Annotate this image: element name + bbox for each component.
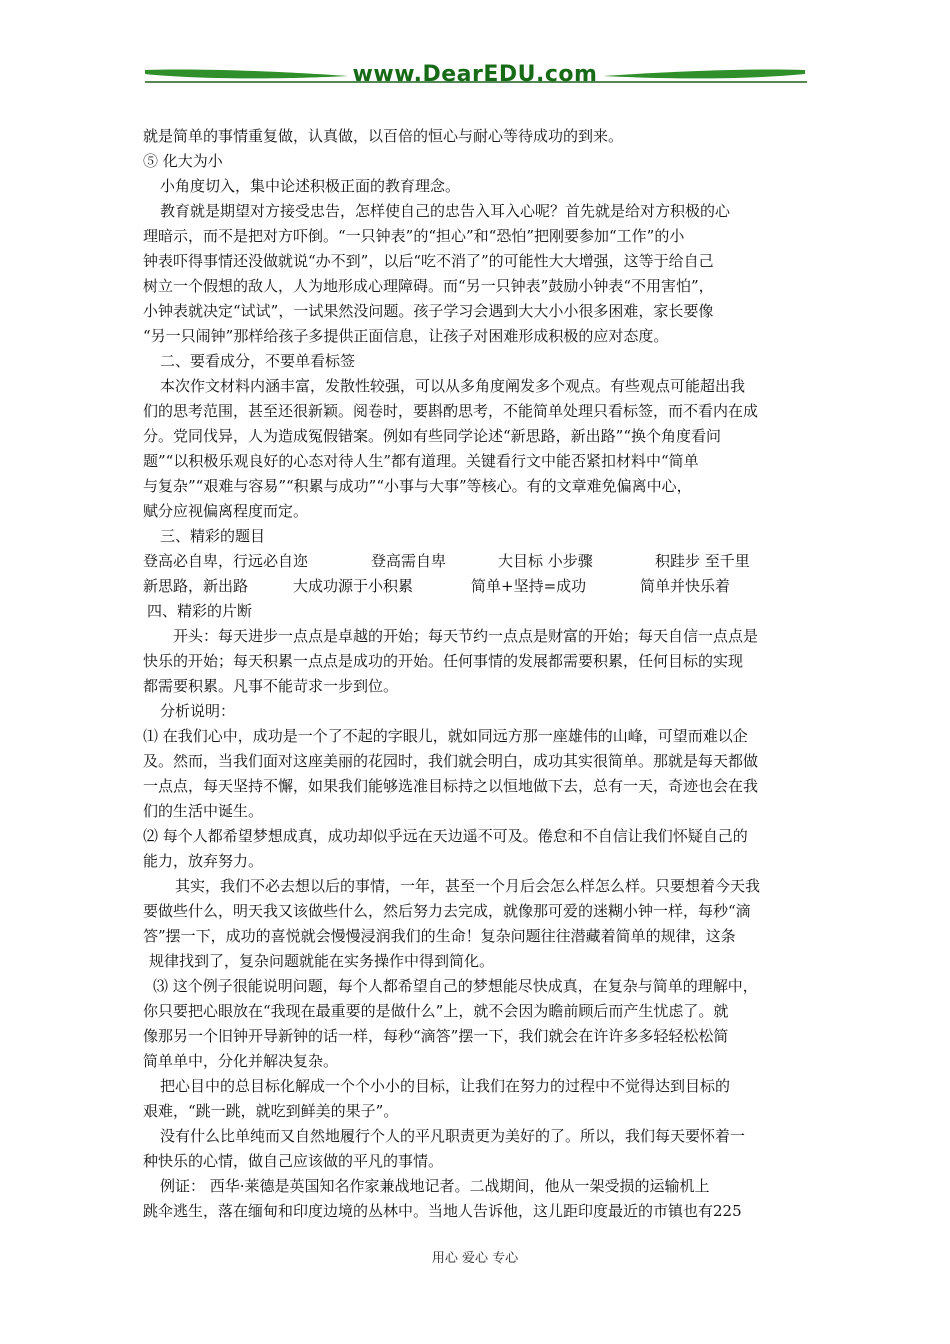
section-heading: ⑤ 化大为小 — [143, 152, 223, 170]
title-item: 新思路，新出路 — [143, 577, 249, 595]
text-line: 规律找到了，复杂问题就能在实务操作中得到简化。 — [149, 952, 495, 970]
text-line: ⑶ 这个例子很能说明问题，每个人都希望自己的梦想能尽快成真，在复杂与简单的理解中， — [153, 977, 758, 995]
section-heading: 三、精彩的题目 — [160, 527, 266, 545]
page-footer: 用心 爱心 专心 — [431, 1251, 519, 1266]
title-item: 登高需自卑 — [371, 552, 447, 570]
title-item: 大目标 小步骤 — [498, 552, 593, 570]
section-heading: 二、要看成分，不要单看标签 — [160, 352, 356, 370]
text-line: 与复杂”“艰难与容易”“积累与成功”“小事与大事”等核心。有的文章难免偏离中心， — [143, 477, 692, 495]
text-line: 例证： 西华·莱德是英国知名作家兼战地记者。二战期间，他从一架受损的运输机上 — [160, 1177, 710, 1195]
text-line: ⑵ 每个人都希望梦想成真，成功却似乎远在天边遥不可及。倦怠和不自信让我们怀疑自己的 — [143, 827, 748, 845]
text-line: 开头：每天进步一点点是卓越的开始；每天节约一点点是财富的开始；每天自信一点点是 — [173, 627, 759, 645]
text-line: 及。然而，当我们面对这座美丽的花园时，我们就会明白，成功其实很简单。那就是每天都做 — [143, 752, 759, 770]
text-line: “另一只闹钟”那样给孩子多提供正面信息，让孩子对困难形成积极的应对态度。 — [143, 327, 669, 345]
text-line: 像那另一个旧钟开导新钟的话一样，每秒“滴答”摆一下，我们就会在许许多多轻轻松松简 — [143, 1027, 729, 1045]
section-heading: 四、精彩的片断 — [147, 602, 253, 620]
title-item: 简单+坚持=成功 — [471, 577, 587, 595]
title-item: 登高必自卑，行远必自迩 — [143, 552, 309, 570]
text-line: 小钟表就决定“试试”，一试果然没问题。孩子学习会遇到大大小小很多困难，家长要像 — [143, 302, 714, 320]
text-line: 教育就是期望对方接受忠告，怎样使自己的忠告入耳入心呢？首先就是给对方积极的心 — [160, 202, 731, 220]
text-line: 理暗示，而不是把对方吓倒。“一只钟表”的“担心”和“恐怕”把刚要参加“工作”的小 — [143, 227, 685, 245]
text-line: 本次作文材料内涵丰富，发散性较强，可以从多角度阐发多个观点。有些观点可能超出我 — [160, 377, 746, 395]
text-line: 你只要把心眼放在“我现在最重要的是做什么”上，就不会因为瞻前顾后而产生忧虑了。就 — [143, 1002, 729, 1020]
text-line: 跳伞逃生，落在缅甸和印度边境的丛林中。当地人告诉他，这儿距印度最近的市镇也有225 — [143, 1202, 742, 1220]
text-line: 一点点，每天坚持不懈，如果我们能够选准目标持之以恒地做下去，总有一天，奇迹也会在我 — [143, 777, 759, 795]
site-brand: www.DearEDU.com — [352, 62, 598, 87]
text-line: 快乐的开始；每天积累一点点是成功的开始。任何事情的发展都需要积累，任何目标的实现 — [143, 652, 744, 670]
text-line: 题”“以积极乐观良好的心态对待人生”都有道理。关键看行文中能否紧扣材料中“简单 — [143, 452, 699, 470]
text-line: 小角度切入，集中论述积极正面的教育理念。 — [160, 177, 461, 195]
text-line: 能力，放弃努力。 — [143, 852, 264, 870]
text-line: 答”摆一下，成功的喜悦就会慢慢浸润我们的生命！复杂问题往往潜藏着简单的规律，这条 — [143, 927, 736, 945]
text-line: 艰难，“跳一跳，就吃到鲜美的果子”。 — [143, 1102, 399, 1120]
text-line: 树立一个假想的敌人，人为地形成心理障碍。而“另一只钟表”鼓励小钟表“不用害怕”， — [143, 277, 714, 295]
text-line: 把心目中的总目标化解成一个个小小的目标，让我们在努力的过程中不觉得达到目标的 — [160, 1077, 731, 1095]
text-line: 分析说明： — [160, 702, 236, 720]
title-item: 简单并快乐着 — [640, 577, 731, 595]
text-line: 就是简单的事情重复做，认真做，以百倍的恒心与耐心等待成功的到来。 — [143, 127, 624, 145]
text-line: 简单单中，分化并解决复杂。 — [143, 1052, 339, 1070]
page-header — [143, 60, 807, 92]
text-line: 要做些什么，明天我又该做些什么，然后努力去完成，就像那可爱的迷糊小钟一样，每秒“滴 — [143, 902, 751, 920]
text-line: 都需要积累。凡事不能苛求一步到位。 — [143, 677, 399, 695]
titles-row — [143, 574, 813, 599]
document-body — [143, 124, 813, 1224]
text-line: 其实，我们不必去想以后的事情，一年，甚至一个月后会怎么样怎么样。只要想着今天我 — [175, 877, 761, 895]
text-line: ⑴ 在我们心中，成功是一个了不起的字眼儿，就如同远方那一座雄伟的山峰，可望而难以企 — [143, 727, 748, 745]
title-item: 积跬步 至千里 — [655, 552, 750, 570]
titles-row — [143, 549, 813, 574]
title-item: 大成功源于小积累 — [293, 577, 414, 595]
text-line: 钟表吓得事情还没做就说“办不到”，以后“吃不消了”的可能性大大增强，这等于给自己 — [143, 252, 714, 270]
text-line: 没有什么比单纯而又自然地履行个人的平凡职责更为美好的了。所以，我们每天要怀着一 — [160, 1127, 746, 1145]
text-line: 们的思考范围，甚至还很新颖。阅卷时，要斟酌思考，不能简单处理只看标签，而不看内在成 — [143, 402, 759, 420]
text-line: 们的生活中诞生。 — [143, 802, 264, 820]
text-line: 种快乐的心情，做自己应该做的平凡的事情。 — [143, 1152, 444, 1170]
text-line: 赋分应视偏离程度而定。 — [143, 502, 309, 520]
text-line: 分。党同伐异，人为造成冤假错案。例如有些同学论述“新思路，新出路”“换个角度看问 — [143, 427, 722, 445]
